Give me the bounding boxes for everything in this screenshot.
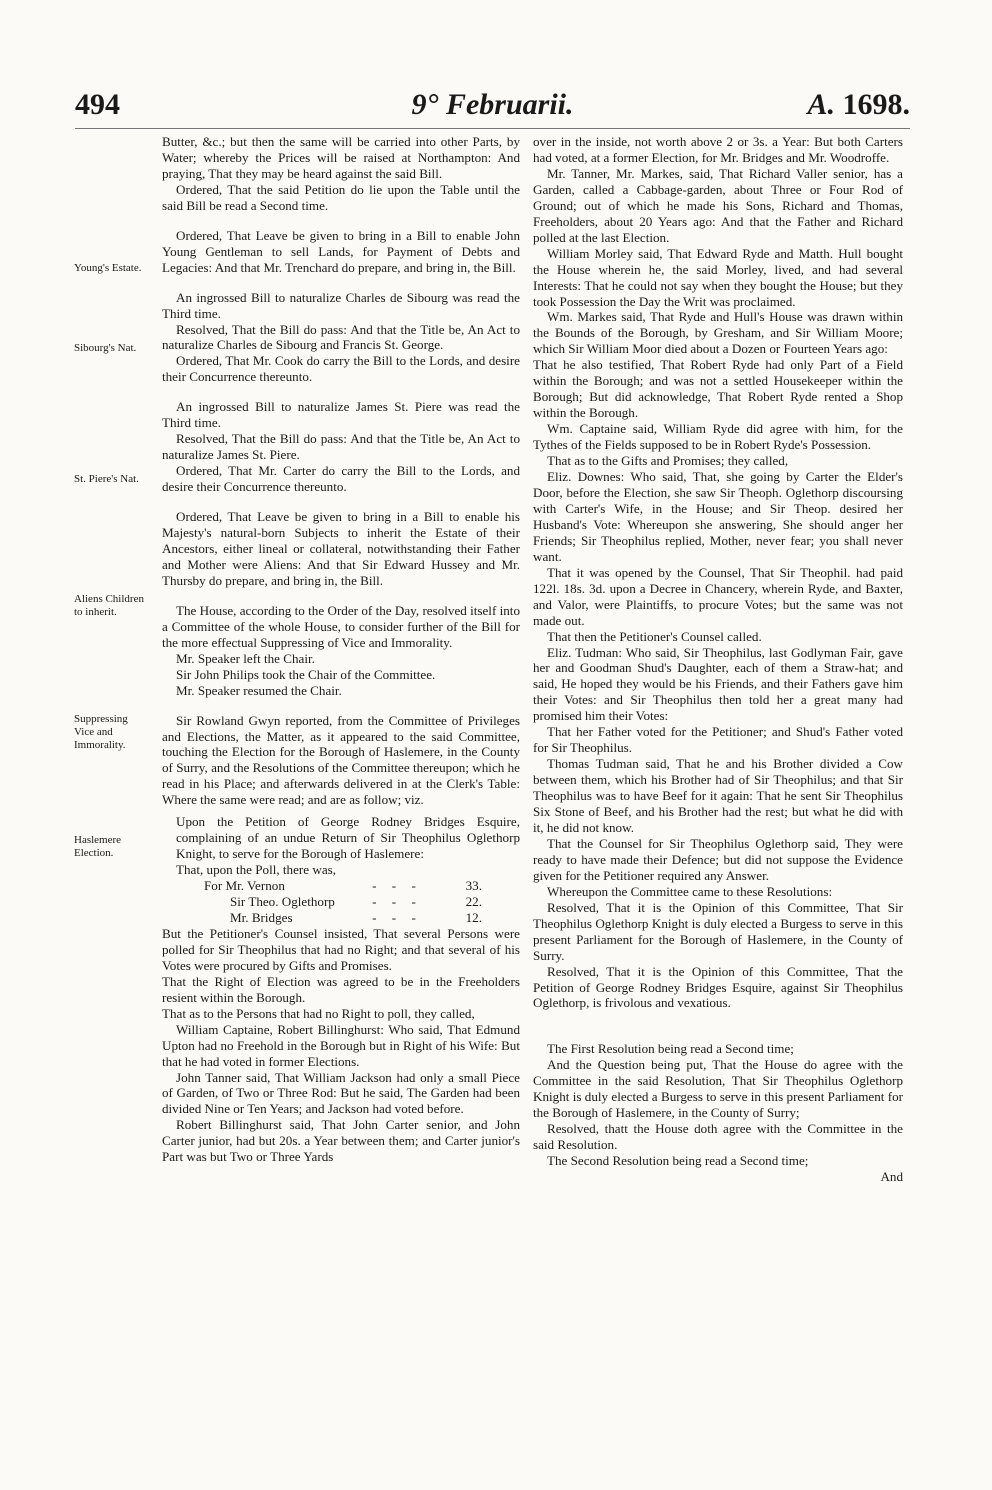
page-date: 9° Februarii. <box>411 88 574 121</box>
paragraph: That her Father voted for the Petitioner; and Shud's Father voted for Sir Theophilus. <box>533 724 903 756</box>
poll-row <box>162 910 520 926</box>
poll-leader: - - - <box>372 894 422 910</box>
paragraph: Mr. Speaker resumed the Chair. <box>176 682 342 698</box>
paragraph: Ordered, That the said Petition do lie upon the Table until the said Bill be read a Second time. <box>162 181 520 213</box>
page-number: 494 <box>75 88 120 121</box>
paragraph: That he also testified, That Robert Ryde had only Part of a Field within the Borough; and was not a settled Housekeeper within the Borough; But did acknowledge, That Robert Ryde rented a Shop within the Borough. <box>533 357 903 421</box>
paragraph: That the Right of Election was agreed to be in the Freeholders resient within the Borough. <box>162 973 520 1005</box>
paragraph: Sir John Philips took the Chair of the Committee. <box>176 666 436 682</box>
paragraph: Ordered, That Mr. Carter do carry the Bill to the Lords, and desire their Concurrence thereunto. <box>162 463 520 495</box>
paragraph: That as to the Gifts and Promises; they called, <box>547 453 789 469</box>
poll-leader: - - - <box>372 878 422 894</box>
paragraph: Wm. Captaine said, William Ryde did agree with him, for the Tythes of the Fields supposed to be in Robert Ryde's Possession. <box>533 421 903 453</box>
paragraph: That it was opened by the Counsel, That Sir Theophil. had paid 122l. 18s. 3d. upon a Decree in Chancery, wherein Ryde, and Baxter, and Valor, were Plaintiffs, to procure Votes; but the same was not made out. <box>533 564 903 628</box>
paragraph: Butter, &c.; but then the same will be carried into other Parts, by Water; whereby the Prices will be raised at Northampton: And praying, That they may be heard against the said Bill. <box>162 134 520 181</box>
paragraph: Wm. Markes said, That Ryde and Hull's House was drawn within the Bounds of the Borough, by Gresham, and Sir William Moore; which Sir William Moor died about a Dozen or Fourteen Years ago: <box>533 309 903 357</box>
catchword: And <box>880 1169 903 1185</box>
paragraph: Robert Billinghurst said, That John Carter senior, and John Carter junior, had but 20s. a Year between them; and Carter junior's Part was but Two or Three Yards <box>162 1117 520 1165</box>
margin-note: St. Piere's Nat. <box>74 473 139 485</box>
paragraph: The House, according to the Order of the Day, resolved itself into a Committee of the whole House, to consider further of the Bill for the more effectual Suppressing of Vice and Immorality. <box>162 602 520 650</box>
right-column <box>533 134 903 1185</box>
left-column <box>162 134 520 1165</box>
page-header <box>75 88 910 132</box>
poll-votes: 33. <box>465 878 482 894</box>
paragraph: That then the Petitioner's Counsel called. <box>547 628 762 644</box>
paragraph: An ingrossed Bill to naturalize James St. Piere was read the Third time. <box>162 399 520 431</box>
paragraph: Mr. Tanner, Mr. Markes, said, That Richard Valler senior, has a Garden, called a Cabbage-garden, about Three or Four Rod of Ground; out of which he made his Sons, Richard and Thomas, Freeholders, about 20 Years ago: And that the Father and Richard polled at the last Election. <box>533 165 903 245</box>
paragraph: But the Petitioner's Counsel insisted, That several Persons were polled for Sir Theophilus that had no Right; and that several of his Votes were procured by Gifts and Promises. <box>162 925 520 973</box>
poll-candidate: For Mr. Vernon <box>204 878 285 894</box>
margin-note: Suppressing Vice and Immorality. <box>74 713 128 751</box>
paragraph: Ordered, That Leave be given to bring in a Bill to enable his Majesty's natural-born Subjects to inherit the Estate of their Ancestors, either lineal or collateral, notwithstanding their Father and Mother were Aliens: And that Sir Edward Hussey and Mr. Thursby do prepare, and bring in, the Bill. <box>162 509 520 588</box>
poll-votes: 22. <box>465 894 482 910</box>
paragraph: William Morley said, That Edward Ryde and Matth. Hull bought the House wherein he, the said Morley, lived, and had several Interests: That he could not say when they bought the House; but they took Possession the Day the Writ was proclaimed. <box>533 245 903 309</box>
paragraph: over in the inside, not worth above 2 or 3s. a Year: But both Carters had voted, at a former Election, for Mr. Bridges and Mr. Woodroffe. <box>533 134 903 165</box>
year-value: 1698. <box>842 88 910 121</box>
paragraph: Mr. Speaker left the Chair. <box>176 650 315 666</box>
paragraph: Eliz. Tudman: Who said, Sir Theophilus, last Godlyman Fair, gave her and Goodman Shud's Daughter, each of them a Straw-hat; and said, He hoped they would be his Friends, and their Fathers gave him their Votes: and Sir Theophilus then told her a great many had promised him their Votes: <box>533 644 903 724</box>
page-year <box>807 88 910 122</box>
paragraph: Sir Rowland Gwyn reported, from the Committee of Privileges and Elections, the Matter, as it appeared to the said Committee, touching the Election for the Borough of Haslemere, in the County of Surry, and the Resolutions of the Committee thereupon; which he read in his Place; and afterwards delivered in at the Clerk's Table: Where the same were read; and are as follow; viz. <box>162 712 520 808</box>
poll-candidate: Sir Theo. Oglethorp <box>230 894 335 910</box>
paragraph: Ordered, That Leave be given to bring in a Bill to enable John Young Gentleman to sell Lands, for Payment of Debts and Legacies: And that Mr. Trenchard do prepare, and bring in, the Bill. <box>162 227 520 275</box>
paragraph: An ingrossed Bill to naturalize Charles de Sibourg was read the Third time. <box>162 289 520 321</box>
header-rule <box>75 128 910 129</box>
paragraph: Whereupon the Committee came to these Resolutions: <box>547 883 833 899</box>
paragraph: Resolved, That the Bill do pass: And that the Title be, An Act to naturalize James St. Piere. <box>162 431 520 463</box>
paragraph: That, upon the Poll, there was, <box>176 862 337 878</box>
paragraph: Resolved, That the Bill do pass: And that the Title be, An Act to naturalize Charles de Sibourg and Francis St. George. <box>162 321 520 353</box>
paragraph: The Second Resolution being read a Second time; <box>547 1153 809 1169</box>
poll-leader: - - - <box>372 909 422 925</box>
paragraph: Eliz. Downes: Who said, That, she going by Carter the Elder's Door, before the Election, she saw Sir Theoph. Oglethorp discoursing with Carter's Wife, in the House; and Sir Theop. desired her Husband's Vote: Whereupon she answering, She should anger her Friends; Sir Theophilus replied, Mother, never fear; you shall never want. <box>533 469 903 564</box>
paragraph: Upon the Petition of George Rodney Bridges Esquire, complaining of an undue Return of Sir Theophilus Oglethorp Knight, to serve for the Borough of Haslemere: <box>176 814 520 862</box>
paragraph: Resolved, That it is the Opinion of this Committee, That the Petition of George Rodney Bridges Esquire, against Sir Theophilus Oglethorp, is frivolous and vexatious. <box>533 963 903 1011</box>
paragraph: William Captaine, Robert Billinghurst: Who said, That Edmund Upton had no Freehold in the Borough but in Right of his Wife: But that he had voted in former Elections. <box>162 1021 520 1069</box>
poll-votes: 12. <box>465 909 482 925</box>
paragraph: Resolved, thatt the House doth agree with the Committee in the said Resolution. <box>533 1121 903 1153</box>
year-prefix: A. <box>807 88 835 121</box>
paragraph: That as to the Persons that had no Right to poll, they called, <box>162 1005 475 1021</box>
poll-table <box>162 878 520 926</box>
paragraph: Ordered, That Mr. Cook do carry the Bill to the Lords, and desire their Concurrence thereunto. <box>162 353 520 385</box>
margin-note: Aliens Children to inherit. <box>74 593 144 618</box>
paragraph: And the Question being put, That the House do agree with the Committee in the said Resolution, That Sir Theophilus Oglethorp Knight is duly elected a Burgess to serve in this present Parliament for the Borough of Haslemere, in the County of Surry; <box>533 1057 903 1121</box>
margin-note: Sibourg's Nat. <box>74 342 137 354</box>
poll-row <box>162 894 520 910</box>
paragraph: That the Counsel for Sir Theophilus Oglethorp said, They were ready to have made their Defence; but did not suppose the Evidence given for the Petitioner required any Answer. <box>533 835 903 883</box>
paragraph: The First Resolution being read a Second time; <box>547 1041 794 1057</box>
poll-row <box>162 878 520 894</box>
poll-candidate: Mr. Bridges <box>230 909 293 925</box>
margin-note: Young's Estate. <box>74 262 142 274</box>
paragraph: Resolved, That it is the Opinion of this Committee, That Sir Theophilus Oglethorp Knight is duly elected a Burgess to serve in this present Parliament for the Borough of Haslemere, in the County of Surry. <box>533 899 903 963</box>
margin-note: Haslemere Election. <box>74 834 122 859</box>
paragraph: John Tanner said, That William Jackson had only a small Piece of Garden, of Two or Three Rod: But he said, The Garden had been divided Nine or Ten Years; and Jackson had voted before. <box>162 1069 520 1117</box>
paragraph: Thomas Tudman said, That he and his Brother divided a Cow between them, which his Brother had of Sir Theophilus; and that Sir Theophilus was to have Beef for it again: That he sent Sir Theophilus Six Stone of Beef, and his Brother had the rest; but what he did with it, he did not know. <box>533 756 903 835</box>
